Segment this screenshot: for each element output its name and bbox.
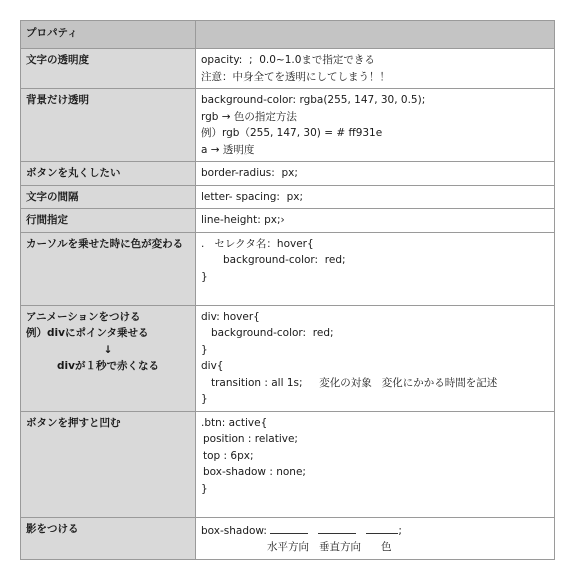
value-line: a → 透明度 xyxy=(201,143,255,156)
value-line: } xyxy=(201,482,208,495)
value-line: letter- spacing: px; xyxy=(201,190,304,203)
value-line: } xyxy=(201,270,208,283)
row-key: 背景だけ透明 xyxy=(21,89,196,162)
row-key: 影をつける xyxy=(21,517,196,559)
value-line: div: hover{ xyxy=(201,310,260,323)
value-line: } xyxy=(201,393,208,405)
table-row xyxy=(21,411,555,517)
value-line: } xyxy=(201,343,208,356)
vertical-label: 垂直方向 xyxy=(319,541,362,553)
value-line: opacity: ; 0.0~1.0まで指定できる xyxy=(201,54,375,66)
blank-space xyxy=(201,285,549,302)
row-value xyxy=(196,411,555,517)
value-line: rgb → 色の指定方法 xyxy=(201,110,297,123)
row-key: 文字の透明度 xyxy=(21,49,196,89)
row-value xyxy=(196,209,555,233)
table-row xyxy=(21,185,555,209)
key-line: 例）divにポインタ乗せる xyxy=(26,327,149,339)
key-line: アニメーションをつける xyxy=(26,310,141,323)
row-value xyxy=(196,49,555,89)
color-label: 色 xyxy=(381,541,392,553)
table-row xyxy=(21,209,555,233)
value-line: top : 6px; xyxy=(203,449,254,462)
value-line: background-color: red; xyxy=(211,327,334,339)
value-line xyxy=(201,521,549,540)
horizontal-label: 水平方向 xyxy=(267,541,309,553)
value-line: background-color: red; xyxy=(223,254,346,266)
row-value xyxy=(196,162,555,186)
blank-space xyxy=(201,497,549,514)
row-key: カーソルを乗せた時に色が変わる xyxy=(21,232,196,305)
value-line: position : relative; xyxy=(203,433,298,445)
table-row xyxy=(21,517,555,559)
row-value xyxy=(196,232,555,305)
table-row xyxy=(21,232,555,305)
value-line: div{ xyxy=(201,360,224,372)
header-title: プロパティ xyxy=(21,21,196,49)
row-key: 文字の間隔 xyxy=(21,185,196,209)
row-key xyxy=(21,305,196,411)
value-line: box-shadow : none; xyxy=(203,466,306,478)
value-line: 例）rgb（255, 147, 30) = # ff931e xyxy=(201,127,383,139)
semicolon: ; xyxy=(398,524,402,537)
row-key: 行間指定 xyxy=(21,209,196,233)
arrow-down: ↓ xyxy=(103,343,113,356)
row-value xyxy=(196,517,555,559)
shadow-prop: box-shadow: xyxy=(201,524,267,537)
table-row xyxy=(21,305,555,411)
row-value xyxy=(196,185,555,209)
row-value xyxy=(196,305,555,411)
table-row xyxy=(21,89,555,162)
value-line: transition : all 1s; 変化の対象 変化にかかる時間を記述 xyxy=(211,376,498,389)
row-key: ボタンを丸くしたい xyxy=(21,162,196,186)
header-blank xyxy=(196,21,555,49)
blank-underline xyxy=(318,521,356,534)
value-line: 注意：中身全てを透明にしてしまう！！ xyxy=(201,70,390,83)
value-line: background-color: rgba(255, 147, 30, 0.5); xyxy=(201,94,426,106)
table-header-row xyxy=(21,21,555,49)
blank-underline xyxy=(270,521,308,534)
row-key: ボタンを押すと凹む xyxy=(21,411,196,517)
table-row xyxy=(21,49,555,89)
label-line xyxy=(201,539,549,556)
row-value xyxy=(196,89,555,162)
blank-underline xyxy=(366,521,398,534)
value-line: line-height: px;› xyxy=(201,214,285,226)
table-row xyxy=(21,162,555,186)
value-line: .btn: active{ xyxy=(201,416,268,429)
value-line: border-radius: px; xyxy=(201,167,298,179)
value-line: . セレクタ名：hover{ xyxy=(201,237,314,250)
key-line: divが１秒で赤くなる xyxy=(57,360,159,372)
property-table xyxy=(20,20,555,560)
